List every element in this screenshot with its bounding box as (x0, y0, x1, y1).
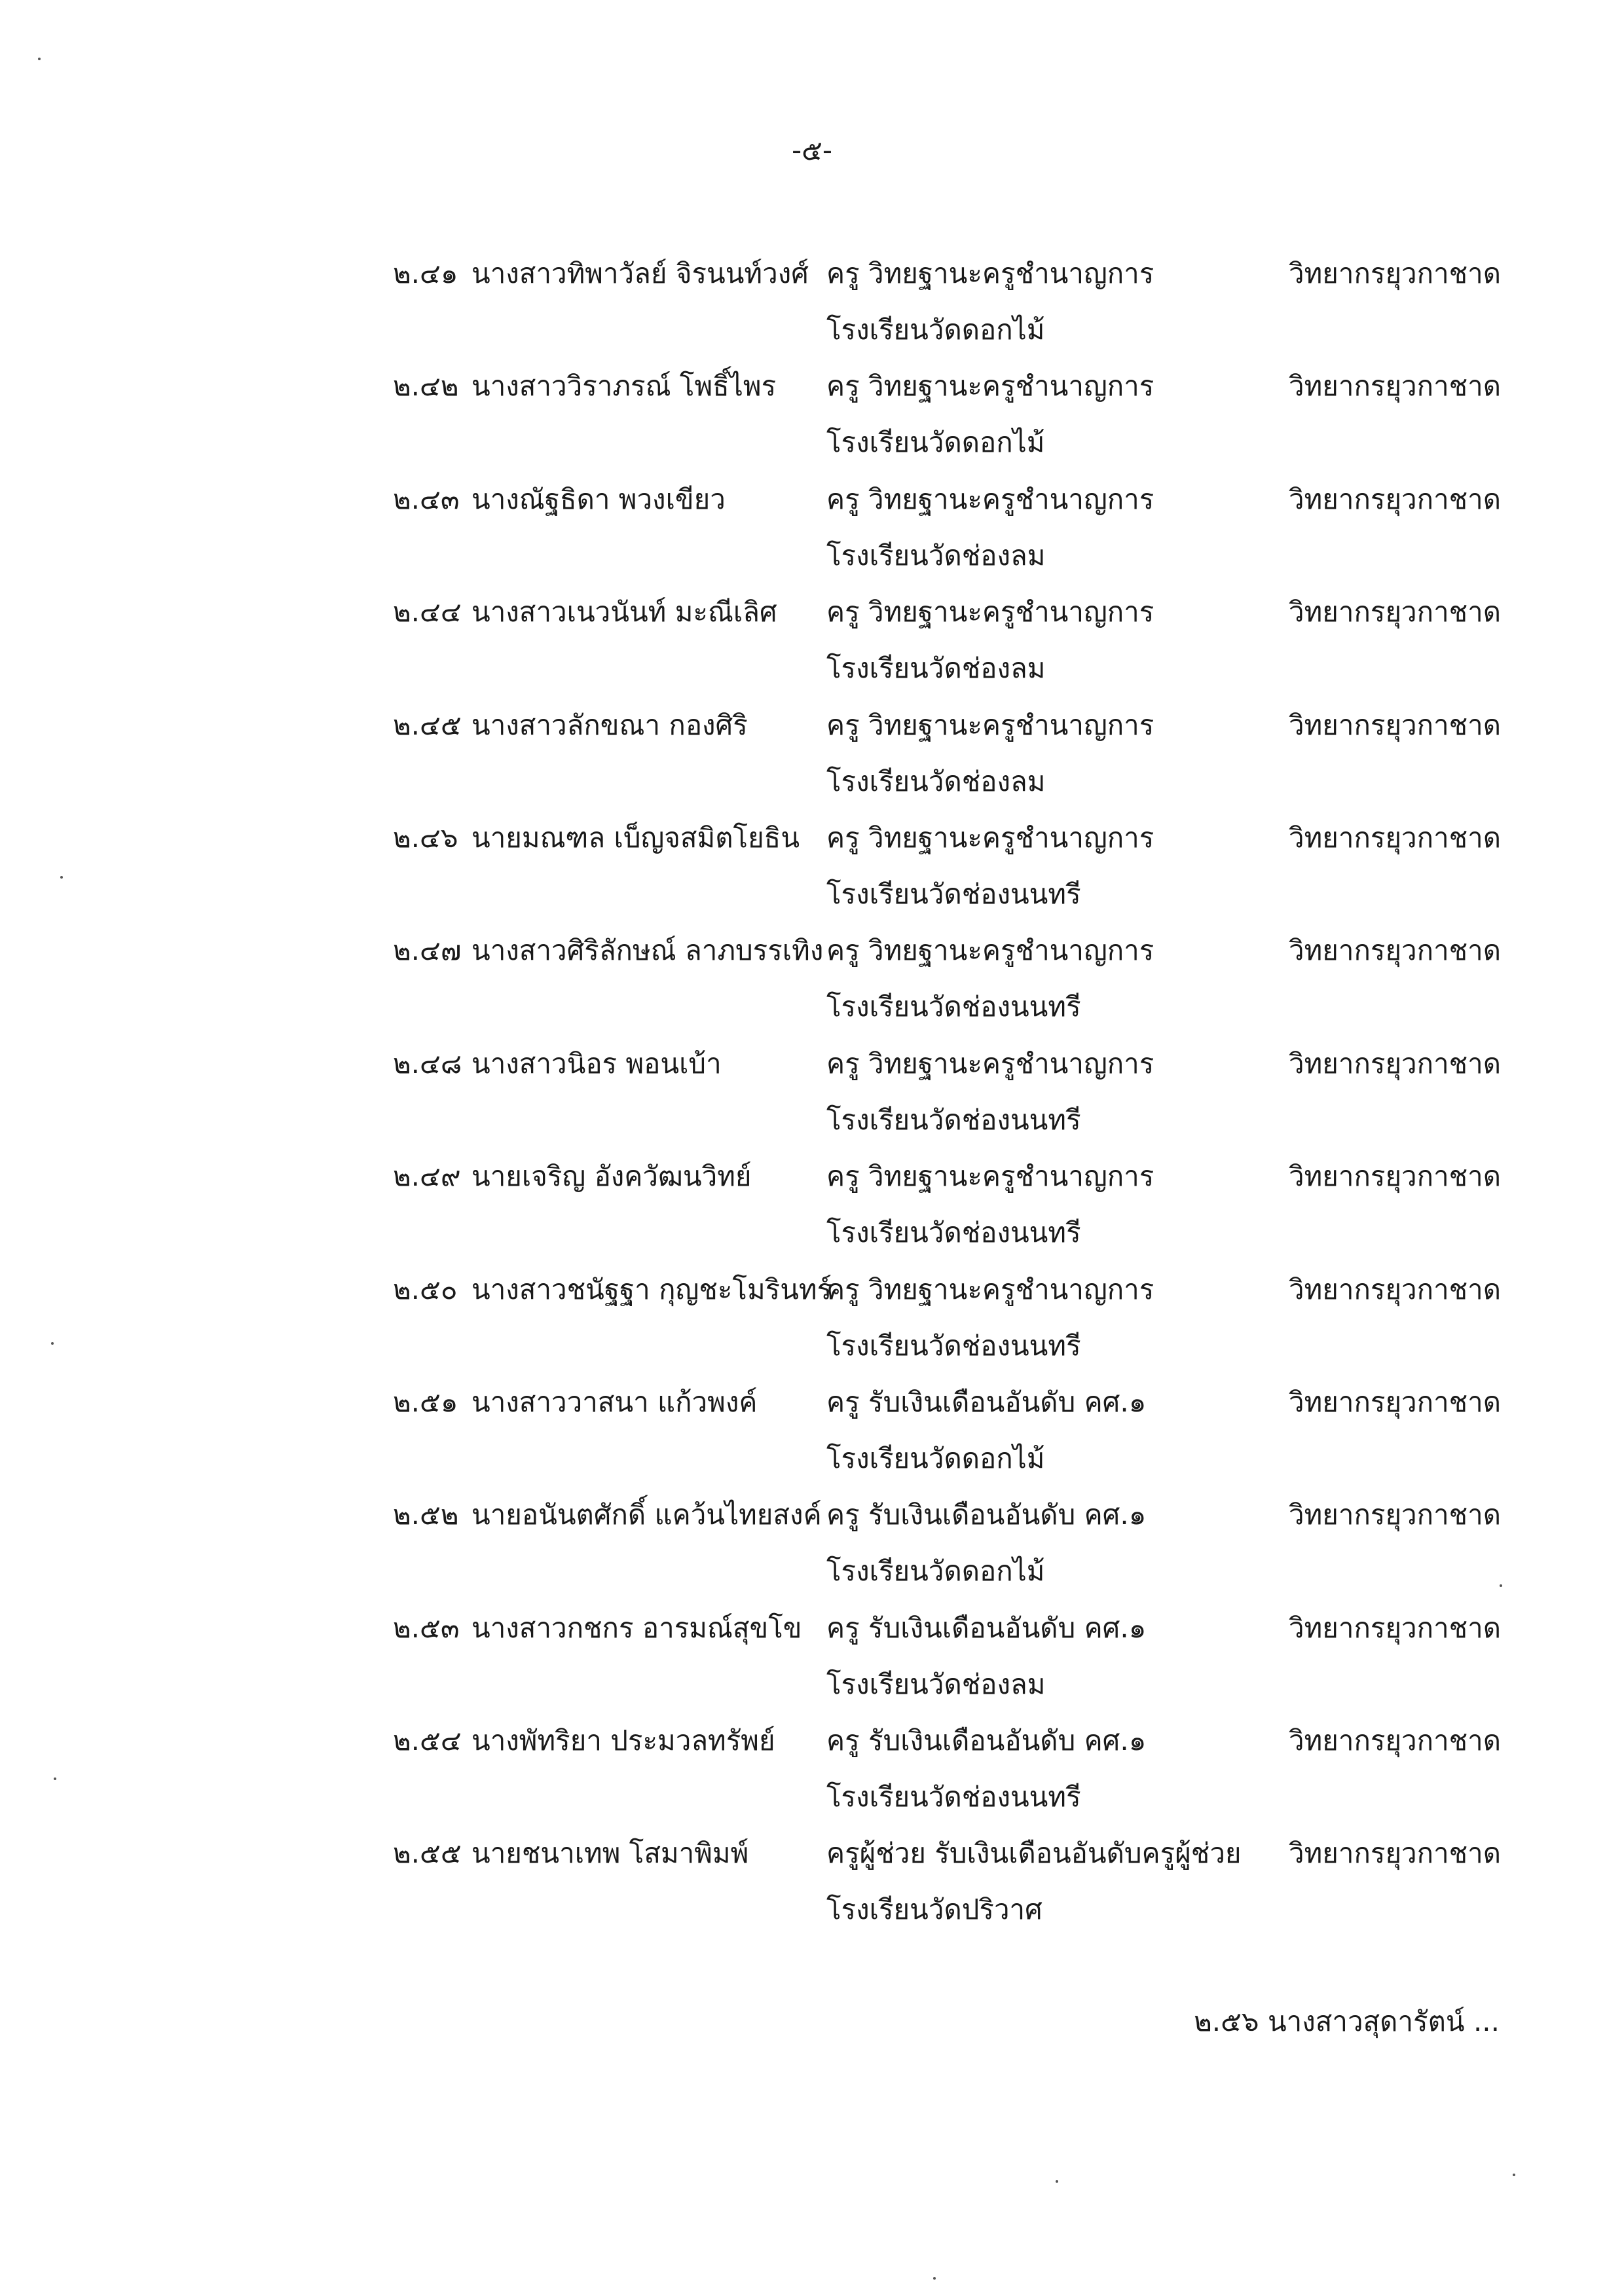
list-item (0, 697, 1624, 810)
scan-speck (933, 2277, 936, 2280)
entry-name: นายเจริญ อังควัฒนวิทย์ (471, 1160, 752, 1193)
entry-number: ๒.๕๐ (393, 1273, 458, 1305)
list-item (0, 1825, 1624, 1938)
list-item (0, 1487, 1624, 1599)
entry-name: นางสาวลักขณา กองศิริ (471, 708, 748, 741)
entry-name: นายชนาเทพ โสมาพิมพ์ (471, 1837, 749, 1870)
entry-role: วิทยากรยุวกาชาด (1289, 821, 1502, 854)
list-item (0, 1713, 1624, 1825)
list-item (0, 246, 1624, 358)
entry-role: วิทยากรยุวกาชาด (1289, 1611, 1502, 1644)
entry-name: นางสาวกชกร อารมณ์สุขโข (471, 1611, 802, 1644)
entry-position: ครู วิทยฐานะครูชำนาญการ (826, 1273, 1154, 1305)
entry-name: นางสาวชนัฐฐา กุญชะโมรินทร์ (471, 1273, 832, 1305)
entry-position: ครู วิทยฐานะครูชำนาญการ (826, 708, 1154, 741)
entry-number: ๒.๕๔ (393, 1724, 462, 1757)
entry-position: ครู รับเงินเดือนอันดับ คศ.๑ (826, 1499, 1147, 1531)
list-item (0, 922, 1624, 1035)
entry-role: วิทยากรยุวกาชาด (1289, 1160, 1502, 1193)
entry-position: ครู รับเงินเดือนอันดับ คศ.๑ (826, 1385, 1147, 1418)
entry-name: นางสาวศิริลักษณ์ ลาภบรรเทิง (471, 934, 824, 967)
entry-school: โรงเรียนวัดช่องลม (826, 765, 1046, 797)
entry-list (0, 246, 1624, 1939)
entry-name: นายมณฑล เบ็ญจสมิตโยธิน (471, 821, 800, 854)
entry-school: โรงเรียนวัดดอกไม้ (826, 426, 1045, 459)
entry-position: ครู วิทยฐานะครูชำนาญการ (826, 596, 1154, 629)
list-item (0, 358, 1624, 471)
entry-role: วิทยากรยุวกาชาด (1289, 370, 1502, 403)
list-item (0, 1148, 1624, 1261)
continuation-text: ๒.๕๖ นางสาวสุดารัตน์ ... (1194, 2005, 1500, 2037)
entry-school: โรงเรียนวัดดอกไม้ (826, 1555, 1045, 1588)
scan-speck (38, 58, 41, 60)
list-item (0, 584, 1624, 697)
entry-role: วิทยากรยุวกาชาด (1289, 1273, 1502, 1305)
entry-number: ๒.๔๑ (393, 257, 458, 289)
entry-role: วิทยากรยุวกาชาด (1289, 1837, 1502, 1870)
entry-school: โรงเรียนวัดช่องนนทรี (826, 991, 1081, 1023)
entry-position: ครู วิทยฐานะครูชำนาญการ (826, 1047, 1154, 1080)
entry-name: นางพัทริยา ประมวลทรัพย์ (471, 1724, 775, 1757)
entry-school: โรงเรียนวัดช่องนนทรี (826, 877, 1081, 910)
list-item (0, 1036, 1624, 1148)
entry-number: ๒.๕๑ (393, 1385, 458, 1418)
entry-role: วิทยากรยุวกาชาด (1289, 596, 1502, 629)
scan-speck (1056, 2180, 1058, 2183)
entry-school: โรงเรียนวัดดอกไม้ (826, 314, 1045, 346)
entry-school: โรงเรียนวัดช่องนนทรี (826, 1103, 1081, 1136)
entry-role: วิทยากรยุวกาชาด (1289, 1047, 1502, 1080)
scan-speck (54, 1777, 56, 1780)
entry-school: โรงเรียนวัดช่องนนทรี (826, 1216, 1081, 1249)
list-item (0, 1374, 1624, 1487)
entry-position: ครู รับเงินเดือนอันดับ คศ.๑ (826, 1611, 1147, 1644)
entry-number: ๒.๔๘ (393, 1047, 462, 1080)
entry-school: โรงเรียนวัดช่องลม (826, 1667, 1046, 1700)
entry-name: นางสาวทิพาวัลย์ จิรนนท์วงศ์ (471, 257, 809, 289)
entry-role: วิทยากรยุวกาชาด (1289, 483, 1502, 515)
scan-speck (60, 876, 63, 879)
entry-position: ครู รับเงินเดือนอันดับ คศ.๑ (826, 1724, 1147, 1757)
entry-role: วิทยากรยุวกาชาด (1289, 1385, 1502, 1418)
entry-name: นางสาววิราภรณ์ โพธิ์ไพร (471, 370, 777, 403)
entry-school: โรงเรียนวัดปริวาศ (826, 1893, 1043, 1926)
entry-number: ๒.๔๙ (393, 1160, 461, 1193)
entry-role: วิทยากรยุวกาชาด (1289, 708, 1502, 741)
entry-position: ครู วิทยฐานะครูชำนาญการ (826, 821, 1154, 854)
entry-number: ๒.๕๕ (393, 1837, 462, 1870)
entry-number: ๒.๕๒ (393, 1499, 459, 1531)
entry-number: ๒.๔๔ (393, 596, 462, 629)
entry-school: โรงเรียนวัดช่องนนทรี (826, 1329, 1081, 1362)
entry-name: นายอนันตศักดิ์ แคว้นไทยสงค์ (471, 1499, 822, 1531)
page-number: -๕- (791, 134, 833, 166)
entry-name: นางสาวนิอร พอนเบ้า (471, 1047, 722, 1080)
list-item (0, 810, 1624, 922)
entry-position: ครู วิทยฐานะครูชำนาญการ (826, 257, 1154, 289)
entry-school: โรงเรียนวัดช่องลม (826, 539, 1046, 572)
entry-school: โรงเรียนวัดช่องลม (826, 652, 1046, 685)
entry-position: ครูผู้ช่วย รับเงินเดือนอันดับครูผู้ช่วย (826, 1837, 1242, 1870)
entry-role: วิทยากรยุวกาชาด (1289, 1724, 1502, 1757)
entry-position: ครู วิทยฐานะครูชำนาญการ (826, 370, 1154, 403)
entry-number: ๒.๔๖ (393, 821, 458, 854)
entry-number: ๒.๔๗ (393, 934, 462, 967)
entry-position: ครู วิทยฐานะครูชำนาญการ (826, 934, 1154, 967)
entry-school: โรงเรียนวัดช่องนนทรี (826, 1781, 1081, 1813)
entry-role: วิทยากรยุวกาชาด (1289, 257, 1502, 289)
scan-speck (1513, 2174, 1515, 2176)
entry-number: ๒.๔๒ (393, 370, 459, 403)
scan-speck (51, 1342, 54, 1345)
entry-number: ๒.๕๓ (393, 1611, 460, 1644)
entry-number: ๒.๔๕ (393, 708, 462, 741)
entry-number: ๒.๔๓ (393, 483, 460, 515)
entry-school: โรงเรียนวัดดอกไม้ (826, 1442, 1045, 1474)
list-item (0, 1262, 1624, 1374)
entry-name: นางสาวเนวนันท์ มะณีเลิศ (471, 596, 777, 629)
entry-role: วิทยากรยุวกาชาด (1289, 934, 1502, 967)
list-item (0, 471, 1624, 584)
entry-position: ครู วิทยฐานะครูชำนาญการ (826, 1160, 1154, 1193)
list-item (0, 1600, 1624, 1713)
entry-name: นางณัฐธิดา พวงเขียว (471, 483, 726, 515)
entry-role: วิทยากรยุวกาชาด (1289, 1499, 1502, 1531)
scan-speck (1500, 1584, 1502, 1587)
entry-position: ครู วิทยฐานะครูชำนาญการ (826, 483, 1154, 515)
entry-name: นางสาววาสนา แก้วพงค์ (471, 1385, 758, 1418)
